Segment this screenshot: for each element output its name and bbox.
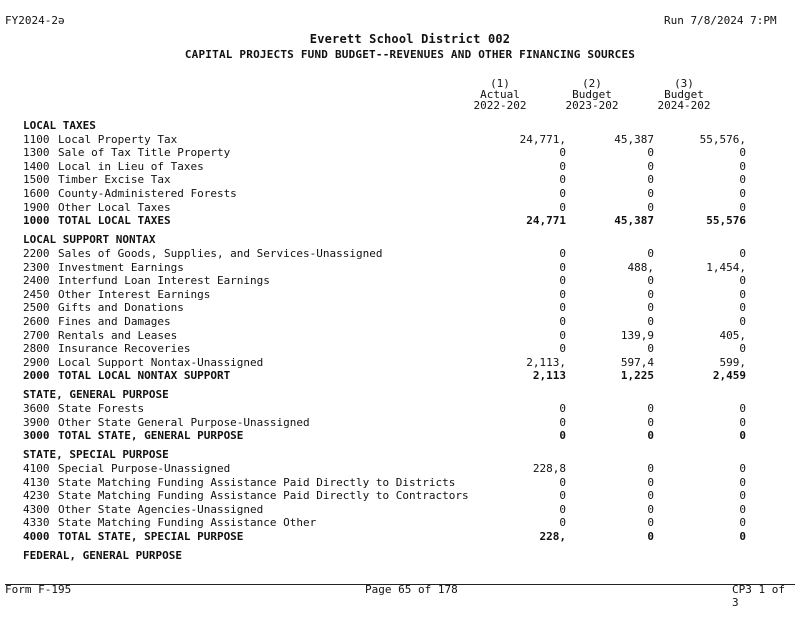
budget-current-value: 0	[739, 529, 746, 543]
column-header-year: 2023-202	[565, 99, 619, 112]
row-description: Sale of Tax Title Property	[58, 146, 231, 160]
budget-current-value: 0	[739, 314, 746, 328]
row-description: TOTAL LOCAL TAXES	[58, 214, 171, 228]
table-row	[23, 246, 746, 260]
budget-current-value: 0	[739, 489, 746, 503]
row-code: 1900	[23, 200, 50, 214]
table-row	[23, 489, 746, 503]
budget-current-value: 1,454,	[706, 260, 746, 274]
row-description: Other State Agencies-Unassigned	[58, 502, 264, 516]
actual-value: 0	[559, 429, 566, 443]
budget-prior-value: 45,387	[614, 132, 654, 146]
budget-current-value: 0	[739, 475, 746, 489]
actual-value: 0	[559, 287, 566, 301]
section-heading: FEDERAL, GENERAL PURPOSE	[23, 549, 182, 562]
row-description: TOTAL LOCAL NONTAX SUPPORT	[58, 369, 231, 383]
actual-value: 0	[559, 402, 566, 415]
row-code: 1300	[23, 146, 50, 160]
budget-prior-value: 597,4	[620, 355, 654, 369]
actual-value: 0	[559, 516, 566, 530]
actual-value: 0	[559, 159, 566, 173]
budget-current-value: 0	[739, 342, 746, 356]
table-row	[23, 301, 746, 315]
row-code: 4300	[23, 502, 50, 516]
section-heading: STATE, GENERAL PURPOSE	[23, 388, 169, 402]
budget-prior-value: 139,9	[620, 328, 654, 342]
row-description: State Matching Funding Assistance Other	[58, 516, 317, 530]
table-row	[23, 173, 746, 187]
budget-current-value: 0	[739, 516, 746, 530]
budget-current-value: 0	[739, 146, 746, 160]
row-description: Other Local Taxes	[58, 200, 171, 214]
column-header-num: (1)	[490, 77, 510, 90]
budget-prior-value: 0	[647, 173, 654, 187]
budget-prior-value: 0	[647, 489, 654, 503]
row-code: 4100	[23, 461, 50, 475]
row-code: 2500	[23, 301, 50, 315]
column-header-label: Actual	[480, 88, 520, 101]
row-code: 2600	[23, 314, 50, 328]
total-row	[23, 529, 746, 543]
budget-current-value: 0	[739, 415, 746, 429]
row-description: Other Interest Earnings	[58, 287, 211, 301]
section-heading: STATE, SPECIAL PURPOSE	[23, 448, 169, 462]
budget-prior-value: 0	[647, 461, 654, 475]
column-header-num: (3)	[674, 77, 694, 90]
row-code: 4330	[23, 516, 50, 530]
row-description: Local Property Tax	[58, 132, 178, 146]
row-description: Other State General Purpose-Unassigned	[58, 415, 310, 429]
total-row	[23, 369, 746, 383]
budget-current-value: 0	[739, 159, 746, 173]
budget-prior-value: 0	[647, 200, 654, 214]
budget-prior-value: 0	[647, 274, 654, 288]
budget-current-value: 0	[739, 274, 746, 288]
budget-prior-value: 0	[647, 314, 654, 328]
actual-value: 0	[559, 246, 566, 260]
column-header-label: Budget	[572, 88, 612, 101]
budget-current-value: 55,576	[706, 214, 746, 228]
actual-value: 2,113	[532, 369, 566, 383]
row-description: Interfund Loan Interest Earnings	[58, 274, 270, 288]
budget-current-value: 0	[739, 200, 746, 214]
actual-value: 228,	[539, 529, 566, 543]
budget-prior-value: 0	[647, 415, 654, 429]
budget-prior-value: 488,	[627, 260, 654, 274]
budget-prior-value: 0	[647, 287, 654, 301]
row-code: 4130	[23, 475, 50, 489]
budget-prior-value: 0	[647, 159, 654, 173]
total-row	[23, 429, 746, 443]
row-description: TOTAL STATE, SPECIAL PURPOSE	[58, 529, 244, 543]
district-name: Everett School District 002	[309, 32, 511, 46]
row-code: 2400	[23, 274, 50, 288]
row-code: 1000	[23, 214, 50, 228]
budget-prior-value: 0	[647, 516, 654, 530]
table-row	[23, 287, 746, 301]
column-header-2	[557, 78, 627, 111]
table-row	[23, 342, 746, 356]
form-number: Form F-195	[5, 583, 72, 596]
actual-value: 24,771,	[519, 132, 566, 146]
table-row	[23, 475, 746, 489]
total-row	[23, 214, 746, 228]
section-heading: LOCAL SUPPORT NONTAX	[23, 233, 156, 247]
row-description: Special Purpose-Unassigned	[58, 461, 231, 475]
page-number: Page 65 of 178	[365, 583, 458, 596]
budget-current-value: 0	[739, 246, 746, 260]
table-row	[23, 187, 746, 200]
column-header-1	[465, 78, 535, 111]
budget-prior-value: 0	[647, 429, 654, 443]
budget-prior-value: 0	[647, 146, 654, 160]
row-code: 1600	[23, 187, 50, 200]
row-code: 2000	[23, 369, 50, 383]
actual-value: 24,771	[526, 214, 566, 228]
actual-value: 0	[559, 342, 566, 356]
actual-value: 0	[559, 187, 566, 200]
row-code: 2450	[23, 287, 50, 301]
table-row	[23, 461, 746, 475]
row-code: 2800	[23, 342, 50, 356]
report-code: CP3 1 of 3	[732, 583, 785, 609]
actual-value: 0	[559, 415, 566, 429]
budget-current-value: 0	[739, 301, 746, 315]
column-header-3	[649, 78, 719, 111]
row-code: 1400	[23, 159, 50, 173]
row-code: 2200	[23, 246, 50, 260]
table-row	[23, 146, 746, 160]
table-row	[23, 159, 746, 173]
row-description: Local in Lieu of Taxes	[58, 159, 204, 173]
budget-current-value: 2,459	[712, 369, 746, 383]
budget-prior-value: 0	[647, 301, 654, 315]
row-description: Fines and Damages	[58, 314, 171, 328]
budget-prior-value: 0	[647, 402, 654, 415]
actual-value: 0	[559, 489, 566, 503]
actual-value: 0	[559, 328, 566, 342]
row-description: Rentals and Leases	[58, 328, 178, 342]
budget-prior-value: 0	[647, 529, 654, 543]
table-row	[23, 132, 746, 146]
actual-value: 0	[559, 475, 566, 489]
actual-value: 0	[559, 301, 566, 315]
actual-value: 228,8	[532, 461, 566, 475]
table-row	[23, 355, 746, 369]
row-code: 3000	[23, 429, 50, 443]
row-description: Investment Earnings	[58, 260, 184, 274]
budget-prior-value: 0	[647, 502, 654, 516]
table-row	[23, 274, 746, 288]
row-description: Local Support Nontax-Unassigned	[58, 355, 264, 369]
table-row	[23, 502, 746, 516]
budget-current-value: 0	[739, 429, 746, 443]
budget-current-value: 405,	[719, 328, 746, 342]
row-description: State Matching Funding Assistance Paid Directly to Districts	[58, 475, 456, 489]
row-code: 2700	[23, 328, 50, 342]
budget-current-value: 0	[739, 461, 746, 475]
report-title: CAPITAL PROJECTS FUND BUDGET--REVENUES AND OTHER FINANCING SOURCES	[184, 48, 636, 61]
column-header-num: (2)	[582, 77, 602, 90]
budget-prior-value: 0	[647, 246, 654, 260]
actual-value: 0	[559, 173, 566, 187]
row-code: 2900	[23, 355, 50, 369]
row-description: Gifts and Donations	[58, 301, 184, 315]
budget-current-value: 55,576,	[699, 132, 746, 146]
table-row	[23, 402, 746, 415]
fiscal-year-label: FY2024-2ǝ	[5, 14, 65, 27]
table-row	[23, 200, 746, 214]
row-code: 1100	[23, 132, 50, 146]
row-description: State Forests	[58, 402, 145, 415]
budget-prior-value: 0	[647, 475, 654, 489]
actual-value: 0	[559, 260, 566, 274]
budget-current-value: 0	[739, 502, 746, 516]
column-header-year: 2024-202	[657, 99, 711, 112]
actual-value: 2,113,	[526, 355, 566, 369]
row-description: Insurance Recoveries	[58, 342, 191, 356]
row-description: County-Administered Forests	[58, 187, 237, 200]
table-row	[23, 314, 746, 328]
row-code: 3900	[23, 415, 50, 429]
actual-value: 0	[559, 502, 566, 516]
budget-current-value: 599,	[719, 355, 746, 369]
budget-current-value: 0	[739, 287, 746, 301]
row-description: TOTAL STATE, GENERAL PURPOSE	[58, 429, 244, 443]
row-description: State Matching Funding Assistance Paid Directly to Contractors	[58, 489, 469, 503]
table-row	[23, 328, 746, 342]
column-header-year: 2022-202	[473, 99, 527, 112]
budget-prior-value: 45,387	[614, 214, 654, 228]
row-code: 2300	[23, 260, 50, 274]
budget-current-value: 0	[739, 187, 746, 200]
actual-value: 0	[559, 146, 566, 160]
actual-value: 0	[559, 200, 566, 214]
budget-prior-value: 0	[647, 342, 654, 356]
table-row	[23, 415, 746, 429]
row-description: Timber Excise Tax	[58, 173, 171, 187]
budget-current-value: 0	[739, 173, 746, 187]
budget-prior-value: 0	[647, 187, 654, 200]
row-code: 3600	[23, 402, 50, 415]
run-info-label: Run 7/8/2024 7:PM	[664, 14, 777, 27]
section-heading: LOCAL TAXES	[23, 119, 96, 132]
row-code: 4000	[23, 529, 50, 543]
row-code: 1500	[23, 173, 50, 187]
budget-current-value: 0	[739, 402, 746, 415]
actual-value: 0	[559, 314, 566, 328]
actual-value: 0	[559, 274, 566, 288]
budget-prior-value: 1,225	[620, 369, 654, 383]
table-row	[23, 516, 746, 530]
table-row	[23, 260, 746, 274]
row-code: 4230	[23, 489, 50, 503]
column-header-label: Budget	[664, 88, 704, 101]
row-description: Sales of Goods, Supplies, and Services-Unassigned	[58, 246, 383, 260]
